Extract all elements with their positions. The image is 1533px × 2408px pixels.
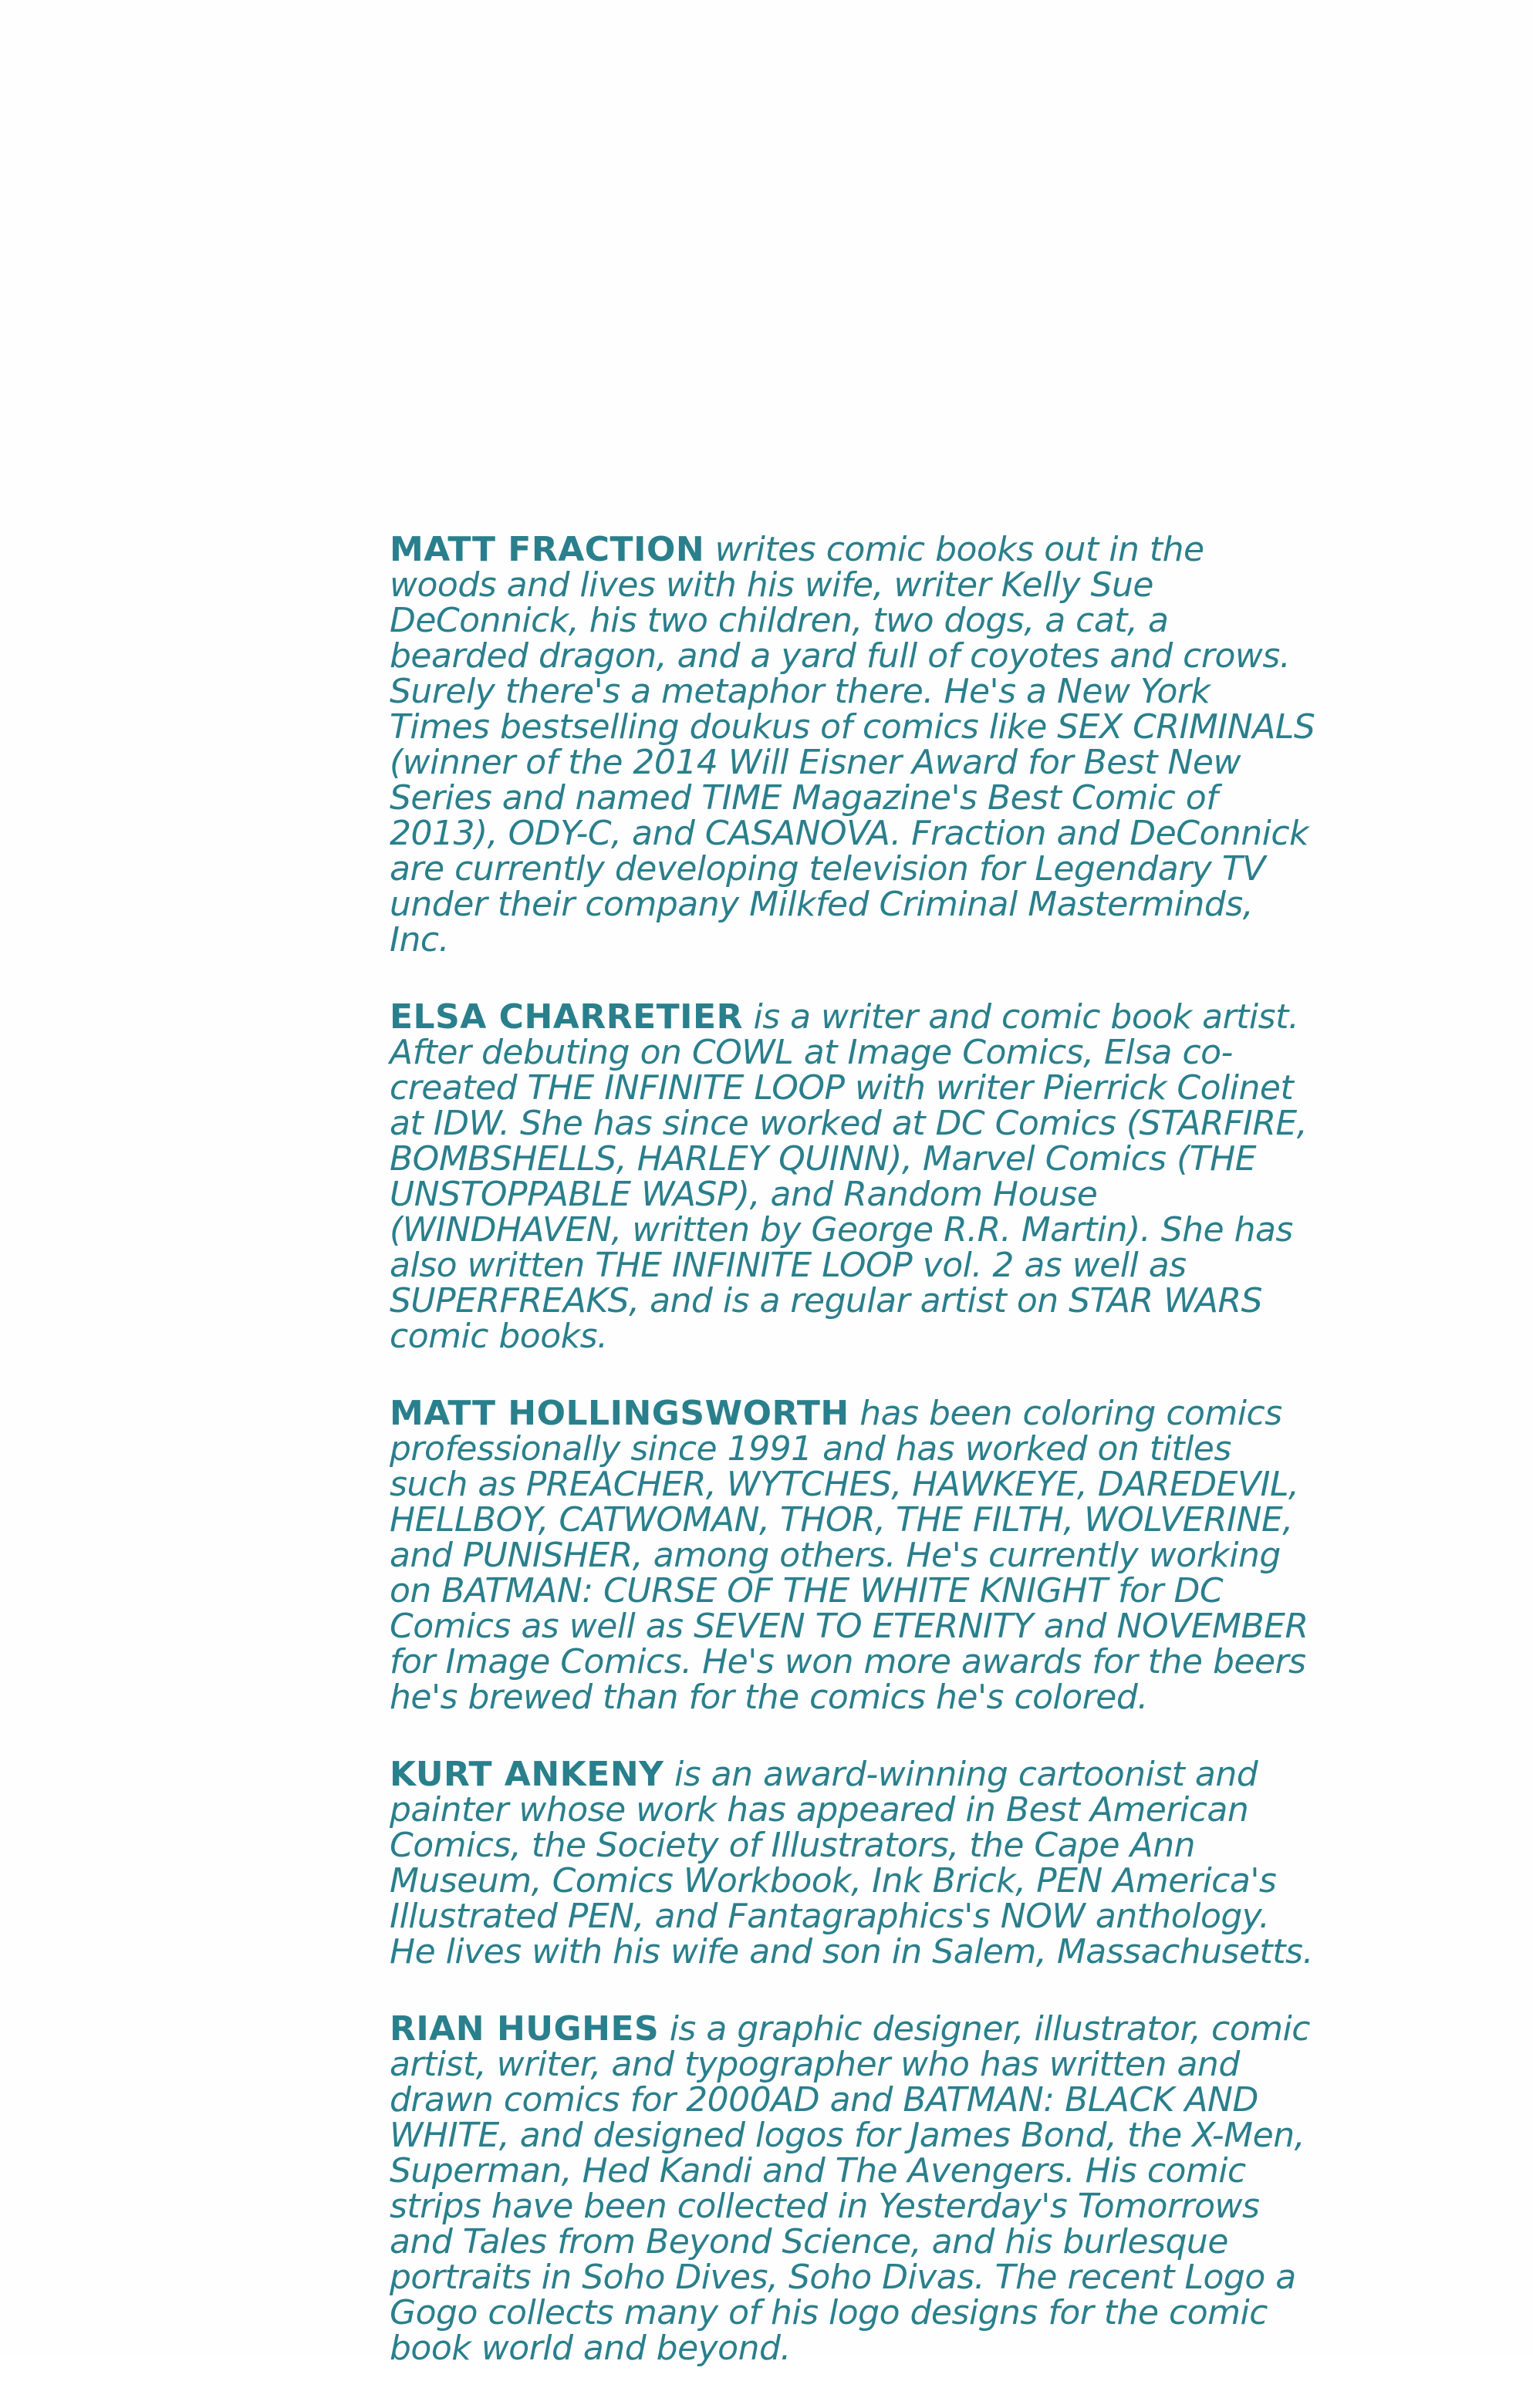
bio-name: MATT FRACTION bbox=[390, 530, 705, 569]
bio-text: is a writer and comic book artist. After debuting on COWL at Image Comics, Elsa co-created THE INFINITE LOOP with writer Pierrick Colinet at IDW. She has since worked at DC Comics (STARFIRE, BOMBSHELLS, HARLEY QUINN), Marvel Comics (THE UNSTOPPABLE WASP), and Random House (WINDHAVEN, written by George R.R. Martin). She has also written THE INFINITE LOOP vol. 2 as well as SUPERFREAKS, and is a regular artist on STAR WARS comic books. bbox=[390, 997, 1308, 1356]
bio-text: is an award-winning cartoonist and painter whose work has appeared in Best American Comics, the Society of Illustrators, the Cape Ann Museum, Comics Workbook, Ink Brick, PEN America's Illustrated PEN, and Fantagraphics's NOW anthology. He lives with his wife and son in Salem, Massachusetts. bbox=[390, 1755, 1313, 1971]
bio-name: RIAN HUGHES bbox=[390, 2009, 660, 2049]
bio-text: is a graphic designer, illustrator, comic artist, writer, and typographer who has written and drawn comics for 2000AD and BATMAN: BLACK AND WHITE, and designed logos for James Bond, the X-Men, Superman, Hed Kandi and The Avengers. His comic strips have been collected in Yesterday's Tomorrows and Tales from Beyond Science, and his burlesque portraits in Soho Dives, Soho Divas. The recent Logo a Gogo collects many of his logo designs for the comic book world and beyond. bbox=[390, 2009, 1310, 2368]
contributor-bios bbox=[390, 532, 1315, 2408]
bio-name: KURT ANKENY bbox=[390, 1755, 664, 1794]
bio-kurt-ankeny bbox=[390, 1757, 1315, 1970]
bio-matt-hollingsworth bbox=[390, 1396, 1315, 1715]
bio-text: writes comic books out in the woods and lives with his wife, writer Kelly Sue DeConnick, his two children, two dogs, a cat, a bearded dragon, and a yard full of coyotes and crows. Surely there's a metaphor there. He's a New York Times bestselling doukus of comics like SEX CRIMINALS (winner of the 2014 Will Eisner Award for Best New Series and named TIME Magazine's Best Comic of 2013), ODY-C, and CASANOVA. Fraction and DeConnick are currently developing television for Legendary TV under their company Milkfed Criminal Masterminds, Inc. bbox=[390, 530, 1315, 959]
bio-matt-fraction bbox=[390, 532, 1315, 958]
bio-elsa-charretier bbox=[390, 997, 1315, 1356]
bio-rian-hughes bbox=[390, 2009, 1315, 2368]
bio-name: ELSA CHARRETIER bbox=[390, 997, 743, 1037]
bio-text: has been coloring comics professionally since 1991 and has worked on titles such as PREACHER, WYTCHES, HAWKEYE, DAREDEVIL, HELLBOY, CATWOMAN, THOR, THE FILTH, WOLVERINE, and PUNISHER, among others. He's currently working on BATMAN: CURSE OF THE WHITE KNIGHT for DC Comics as well as SEVEN TO ETERNITY and NOVEMBER for Image Comics. He's won more awards for the beers he's brewed than for the comics he's colored. bbox=[390, 1394, 1308, 1717]
bio-name: MATT HOLLINGSWORTH bbox=[390, 1394, 849, 1433]
